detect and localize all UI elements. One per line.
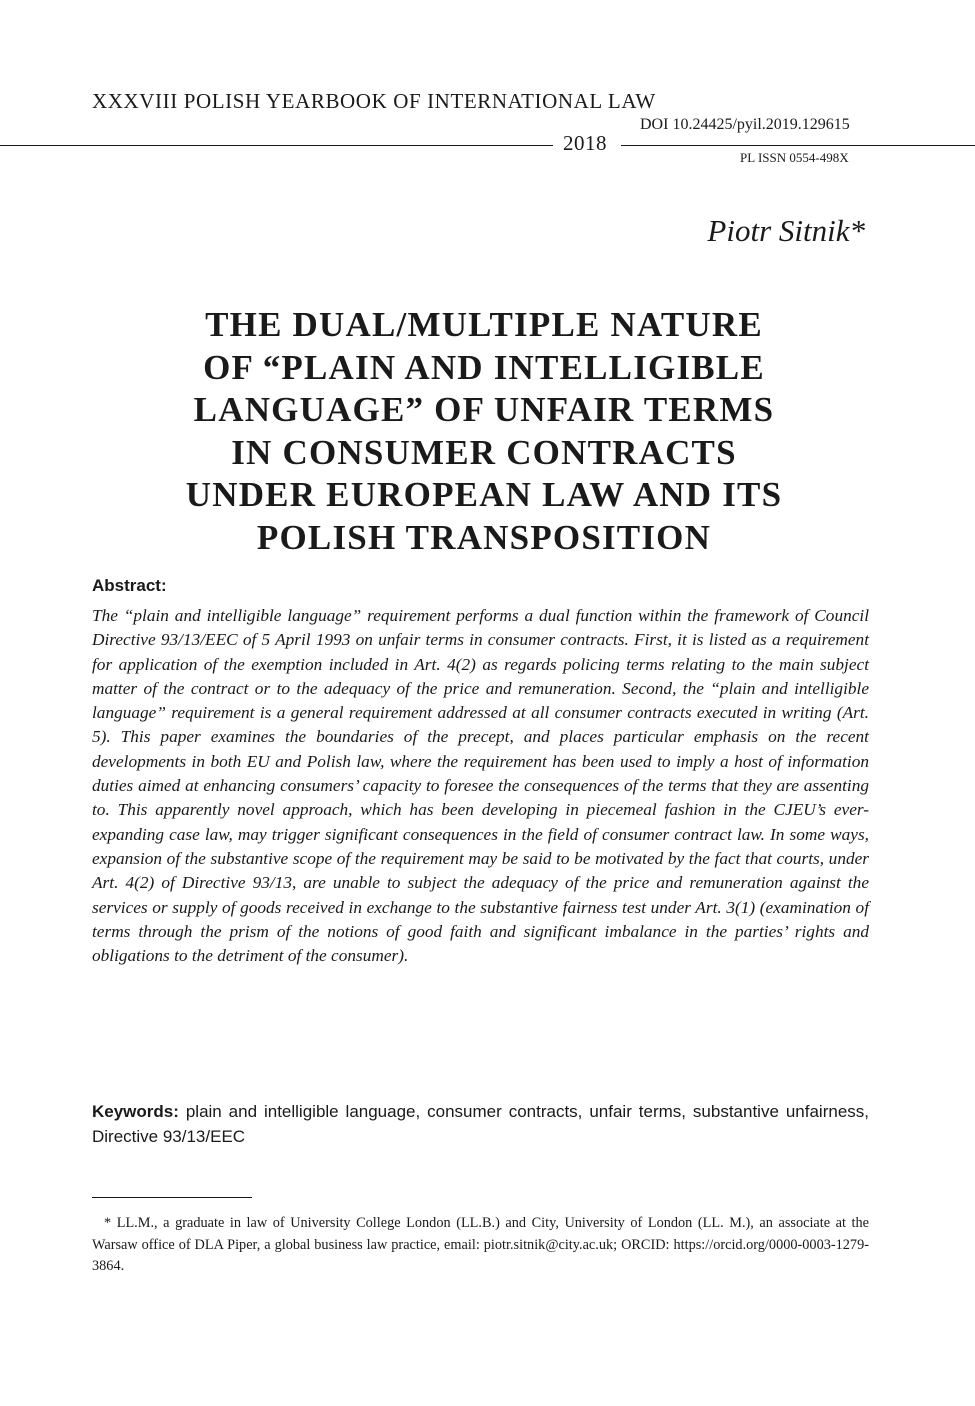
abstract-heading: Abstract: — [92, 576, 167, 595]
title-line: THE DUAL/MULTIPLE NATURE — [205, 305, 763, 344]
issn: PL ISSN 0554-498X — [740, 150, 849, 165]
article-title — [150, 304, 818, 559]
doi: DOI 10.24425/pyil.2019.129615 — [640, 116, 850, 133]
keywords — [92, 1099, 869, 1149]
abstract-text: The “plain and intelligible language” requirement performs a dual function within the framework of Council Directive 93/13/EEC of 5 April 1993 on unfair terms in consumer contracts. First, it is listed as a requirement for application of the exemption included in Art. 4(2) as regards policing terms relating to the main subject matter of the contract or to the adequacy of the price and remuneration. Second, the “plain and intelligible language” requirement is a general requirement addressed at all consumer contracts executed in writing (Art. 5). This paper examines the boundaries of the precept, and places particular emphasis on the recent developments in both EU and Polish law, where the requirement has been used to imply a host of information duties aimed at enhancing consumers’ capacity to foresee the consequences of the terms that they are assenting to. This apparently novel approach, which has been developing in piecemeal fashion in the CJEU’s ever-expanding case law, may trigger significant consequences in the field of consumer contract law. In some ways, expansion of the substantive scope of the requirement may be said to be motivated by the fact that courts, under Art. 4(2) of Directive 93/13, are unable to subject the adequacy of the price and remuneration against the services or supply of goods received in exchange to the substantive fairness test under Art. 3(1) (examination of terms through the prism of the notions of good faith and significant imbalance in the parties’ rights and obligations to the detriment of the consumer). — [92, 606, 869, 966]
author-name: Piotr Sitnik* — [707, 213, 865, 248]
keywords-label: Keywords: — [92, 1102, 179, 1121]
footnote: * LL.M., a graduate in law of University College London (LL.B.) and City, University of London (LL. M.), an associate at the Warsaw office of DLA Piper, a global business law practice, email: piotr.sitnik@city.ac.uk; ORCID: https://orcid.org/0000-0003-1279-3864. — [92, 1215, 869, 1274]
title-line: POLISH TRANSPOSITION — [256, 517, 712, 557]
title-line: IN CONSUMER CONTRACTS — [231, 432, 737, 472]
keywords-text: plain and intelligible language, consumer contracts, unfair terms, substantive unfairness, Directive 93/13/EEC — [92, 1102, 869, 1146]
title-line: LANGUAGE” OF UNFAIR TERMS — [193, 390, 775, 429]
header-rule-left — [0, 145, 553, 146]
header-rule-right — [621, 145, 975, 146]
title-line: UNDER EUROPEAN LAW AND ITS — [185, 475, 783, 514]
footnote-rule — [92, 1197, 252, 1198]
title-line: OF “PLAIN AND INTELLIGIBLE — [203, 347, 765, 387]
publication-year: 2018 — [563, 131, 607, 155]
journal-title: XXXVIII POLISH YEARBOOK OF INTERNATIONAL LAW — [92, 89, 656, 113]
